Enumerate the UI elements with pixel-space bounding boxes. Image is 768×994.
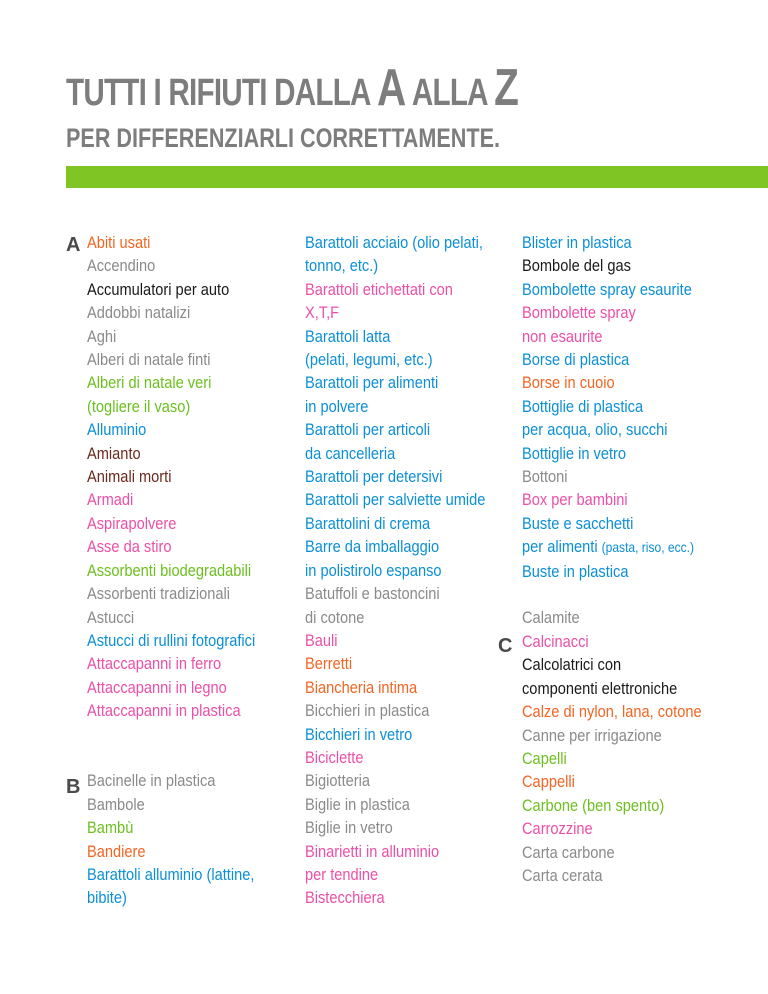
list-item: Blister in plastica [522, 233, 632, 252]
list-item: Buste e sacchetti [522, 513, 634, 533]
list-item: Addobbi natalizi [87, 303, 191, 323]
list-item: tonno, etc.) [305, 256, 379, 276]
list-item: X,T,F [305, 303, 340, 323]
spacer [522, 583, 702, 606]
list-item: Bigiotteria [305, 771, 371, 791]
list-item: Bicchieri in vetro [305, 724, 413, 744]
list-item: Alluminio [87, 420, 147, 440]
list-item: Bottoni [522, 467, 568, 487]
list-item: Animali morti [87, 467, 172, 487]
list-item: componenti elettroniche [522, 678, 678, 698]
title-letter-z: Z [494, 59, 519, 117]
list-item: Attaccapanni in legno [87, 677, 227, 697]
list-item: di cotone [305, 607, 365, 627]
list-item: Bambole [87, 794, 145, 814]
list-item: bibite) [87, 888, 127, 908]
list-item: Binarietti in alluminio [305, 841, 440, 861]
list-item: Bicchieri in plastica [305, 701, 430, 721]
list-item: Barattoli per alimenti [305, 373, 439, 393]
spacer [87, 723, 255, 770]
list-item: Biglie in plastica [305, 794, 410, 814]
list-item [522, 535, 702, 559]
list-item: Astucci [87, 607, 135, 627]
list-item: per acqua, olio, succhi [522, 420, 668, 440]
list-item: Calcinacci [522, 631, 589, 651]
list-item: Attaccapanni in ferro [87, 654, 222, 674]
list-item: Barattoli alluminio (lattine, [87, 864, 255, 884]
list-item: Barattoli per articoli [305, 420, 431, 440]
list-item: Bandiere [87, 841, 146, 861]
list-item: Bombolette spray [522, 303, 636, 323]
list-item: in polvere [305, 396, 369, 416]
list-item: Bistecchiera [305, 888, 385, 908]
list-item: Barattolini di crema [305, 513, 431, 533]
list-item: Armadi [87, 490, 134, 510]
list-item: Barattoli acciaio (olio pelati, [305, 233, 483, 252]
list-item: Accendino [87, 256, 156, 276]
list-item: non esaurite [522, 326, 603, 346]
list-item: Barre da imballaggio [305, 537, 440, 557]
column-3 [522, 231, 731, 887]
list-item: Calze di nylon, lana, cotone [522, 702, 702, 722]
list-item: Capelli [522, 748, 567, 768]
list-item: Attaccapanni in plastica [87, 701, 241, 721]
list-item: Biancheria intima [305, 677, 418, 697]
list-item: Aghi [87, 326, 117, 346]
list-item: Alberi di natale finti [87, 350, 211, 370]
list-item: Carta carbone [522, 842, 615, 862]
list-item: Bottiglie in vetro [522, 443, 627, 463]
section-letter-c: C [498, 635, 513, 657]
list-item: Abiti usati [87, 233, 151, 252]
list-item: Bambù [87, 818, 134, 838]
list-item: Bacinelle in plastica [87, 771, 216, 791]
page-title [66, 59, 519, 119]
accent-bar [66, 166, 768, 188]
section-letter-a: A [66, 234, 81, 256]
list-item-main: per alimenti [522, 537, 598, 557]
list-item: Aspirapolvere [87, 513, 177, 533]
list-item: Astucci di rullini fotografici [87, 630, 256, 650]
list-item: Biciclette [305, 747, 364, 767]
list-item: Calamite [522, 608, 580, 628]
list-item: Carrozzine [522, 819, 593, 839]
list-item: (togliere il vaso) [87, 396, 191, 416]
list-item: Asse da stiro [87, 537, 172, 557]
page-subtitle: PER DIFFERENZIARLI CORRETTAMENTE. [66, 123, 500, 153]
title-letter-a: A [377, 59, 406, 117]
list-item: Bombolette spray esaurite [522, 279, 692, 299]
list-item: Cappelli [522, 772, 575, 792]
list-item: Amianto [87, 443, 141, 463]
title-part1: TUTTI I RIFIUTI DALLA [66, 72, 378, 114]
list-item-note: (pasta, riso, ecc.) [601, 539, 694, 556]
list-item: Barattoli latta [305, 326, 391, 346]
list-item: Canne per irrigazione [522, 725, 662, 745]
list-item: Borse di plastica [522, 350, 630, 370]
list-item: Box per bambini [522, 490, 628, 510]
list-item: Accumulatori per auto [87, 279, 230, 299]
list-item: Barattoli per detersivi [305, 467, 443, 487]
list-item: per tendine [305, 864, 379, 884]
list-item: Bauli [305, 630, 338, 650]
list-item: Barattoli etichettati con [305, 279, 453, 299]
list-item: Carta cerata [522, 865, 603, 885]
list-item: Assorbenti biodegradabili [87, 560, 252, 580]
list-item: Bottiglie di plastica [522, 396, 644, 416]
list-item: Carbone (ben spento) [522, 795, 665, 815]
column-2 [305, 231, 515, 910]
list-item: Biglie in vetro [305, 818, 393, 838]
list-item: Calcolatrici con [522, 655, 622, 675]
list-item: Bombole del gas [522, 256, 631, 276]
list-item: Assorbenti tradizionali [87, 584, 231, 604]
list-item: da cancelleria [305, 443, 396, 463]
list-item: Barattoli per salviette umide [305, 490, 486, 510]
list-item: Borse in cuoio [522, 373, 615, 393]
list-item: Berretti [305, 654, 353, 674]
list-item: in polistirolo espanso [305, 560, 442, 580]
list-item: Batuffoli e bastoncini [305, 584, 440, 604]
column-1 [87, 231, 283, 910]
title-part2: ALLA [405, 72, 495, 114]
list-item: Buste in plastica [522, 561, 629, 581]
list-item: (pelati, legumi, etc.) [305, 350, 433, 370]
section-letter-b: B [66, 776, 81, 798]
list-item: Alberi di natale veri [87, 373, 212, 393]
